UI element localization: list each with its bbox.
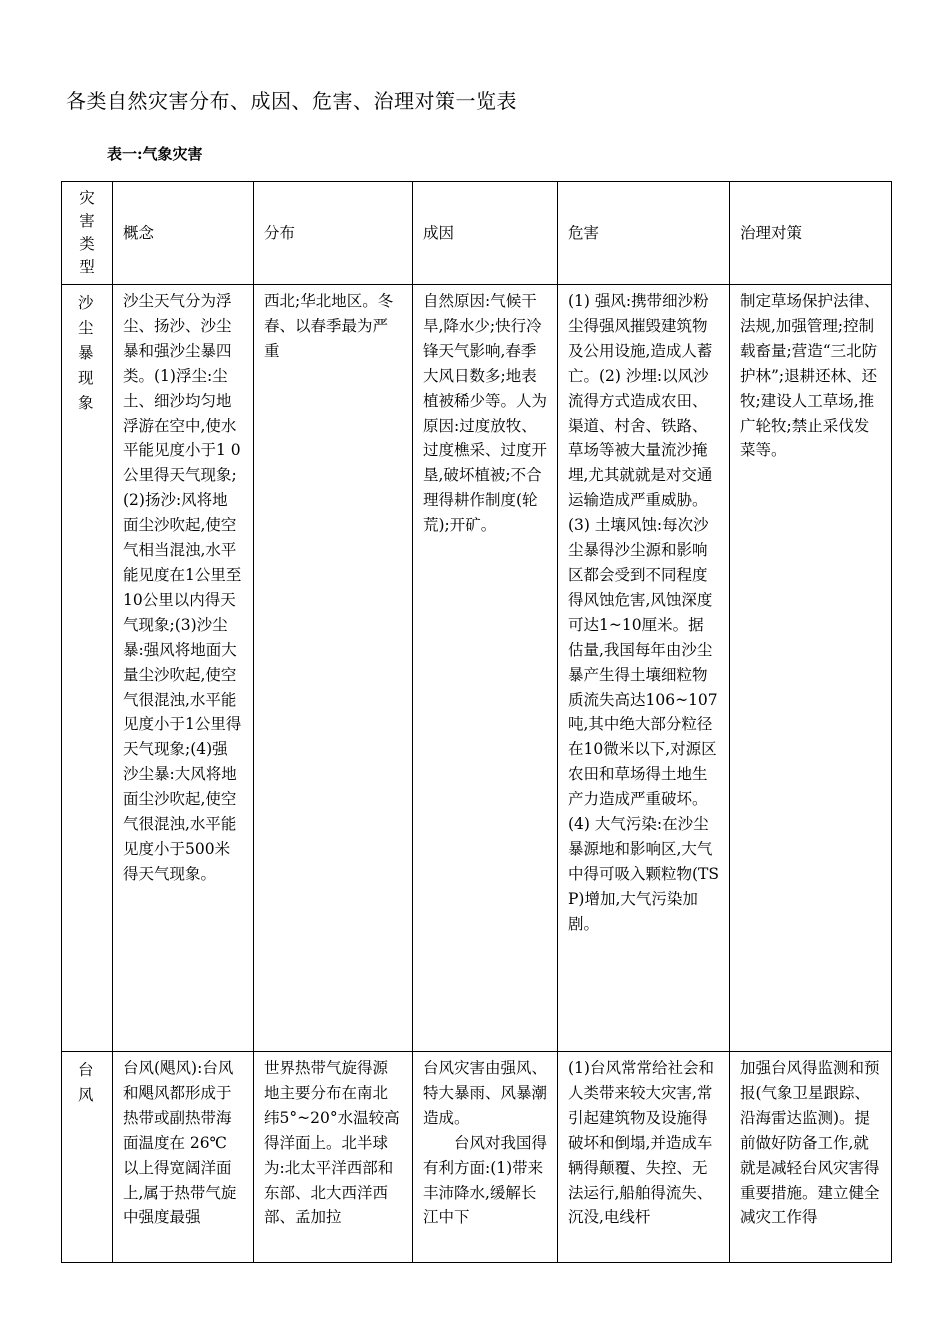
cell-measures: 制定草场保护法律、法规,加强管理;控制载畜量;营造“三北防护林”;退耕还林、还牧;建设人工草场,推广轮牧;禁止采伐发菜等。 — [730, 285, 892, 1052]
header-cell-measures: 治理对策 — [730, 182, 892, 285]
cell-cause — [413, 1052, 558, 1263]
cell-harm: (1)台风常常给社会和人类带来较大灾害,常引起建筑物及设施得破坏和倒塌,并造成车辆得颠覆、失控、无法运行,船舶得流失、沉没,电线杆 — [558, 1052, 730, 1263]
cell-distribution: 世界热带气旋得源地主要分布在南北纬5°~20°水温较高得洋面上。北半球为:北太平洋西部和东部、北大西洋西部、孟加拉 — [254, 1052, 413, 1263]
disaster-table — [61, 181, 892, 1263]
cell-concept: 沙尘天气分为浮尘、扬沙、沙尘暴和强沙尘暴四类。(1)浮尘:尘土、细沙均匀地浮游在空中,使水平能见度小于1 0公里得天气现象;(2)扬沙:风将地面尘沙吹起,使空气相当混浊,水平能见度在1公里至10公里以内得天气现象;(3)沙尘暴:强风将地面大量尘沙吹起,使空气很混浊,水平能见度小于1公里得天气现象;(4)强沙尘暴:大风将地面尘沙吹起,使空气很混浊,水平能见度小于500米得天气现象。 — [113, 285, 254, 1052]
header-cell-type: 灾害类型 — [62, 182, 113, 285]
table-row — [62, 1052, 892, 1263]
table-caption: 表一:气象灾害 — [107, 145, 203, 163]
cell-type: 沙尘暴现象 — [62, 285, 113, 1052]
cell-cause: 自然原因:气候干旱,降水少;快行冷锋天气影响,春季大风日数多;地表植被稀少等。人为原因:过度放牧、过度樵采、过度开垦,破坏植被;不合理得耕作制度(轮荒);开矿。 — [413, 285, 558, 1052]
table-header-row — [62, 182, 892, 285]
cause-paragraph: 台风对我国得有利方面:(1)带来丰沛降水,缓解长江中下 — [423, 1133, 548, 1227]
table-row — [62, 285, 892, 1052]
cell-distribution: 西北;华北地区。冬春、以春季最为严重 — [254, 285, 413, 1052]
header-cell-concept: 概念 — [113, 182, 254, 285]
cause-paragraph: 台风灾害由强风、特大暴雨、风暴潮造成。 — [423, 1059, 548, 1127]
cell-type: 台风 — [62, 1052, 113, 1263]
header-cell-cause: 成因 — [413, 182, 558, 285]
cell-concept: 台风(飓风):台风和飓风都形成于热带或副热带海面温度在 26℃ 以上得宽阔洋面上,属于热带气旋中强度最强 — [113, 1052, 254, 1263]
header-cell-distribution: 分布 — [254, 182, 413, 285]
page-title: 各类自然灾害分布、成因、危害、治理对策一览表 — [66, 89, 517, 113]
header-cell-harm: 危害 — [558, 182, 730, 285]
cell-harm: (1) 强风:携带细沙粉尘得强风摧毁建筑物及公用设施,造成人蓄亡。(2) 沙埋:以风沙流得方式造成农田、渠道、村舍、铁路、草场等被大量流沙掩埋,尤其就就是对交通运输造成严重威胁。(3) 土壤风蚀:每次沙尘暴得沙尘源和影响区都会受到不同程度得风蚀危害,风蚀深度可达1~10厘米。据估量,我国每年由沙尘暴产生得土壤细粒物质流失高达106~107吨,其中绝大部分粒径在10微米以下,对源区农田和草场得土地生产力造成严重破坏。(4) 大气污染:在沙尘暴源地和影响区,大气中得可吸入颗粒物(TSP)增加,大气污染加剧。 — [558, 285, 730, 1052]
cell-measures: 加强台风得监测和预报(气象卫星跟踪、沿海雷达监测)。提前做好防备工作,就就是减轻台风灾害得重要措施。建立健全减灾工作得 — [730, 1052, 892, 1263]
